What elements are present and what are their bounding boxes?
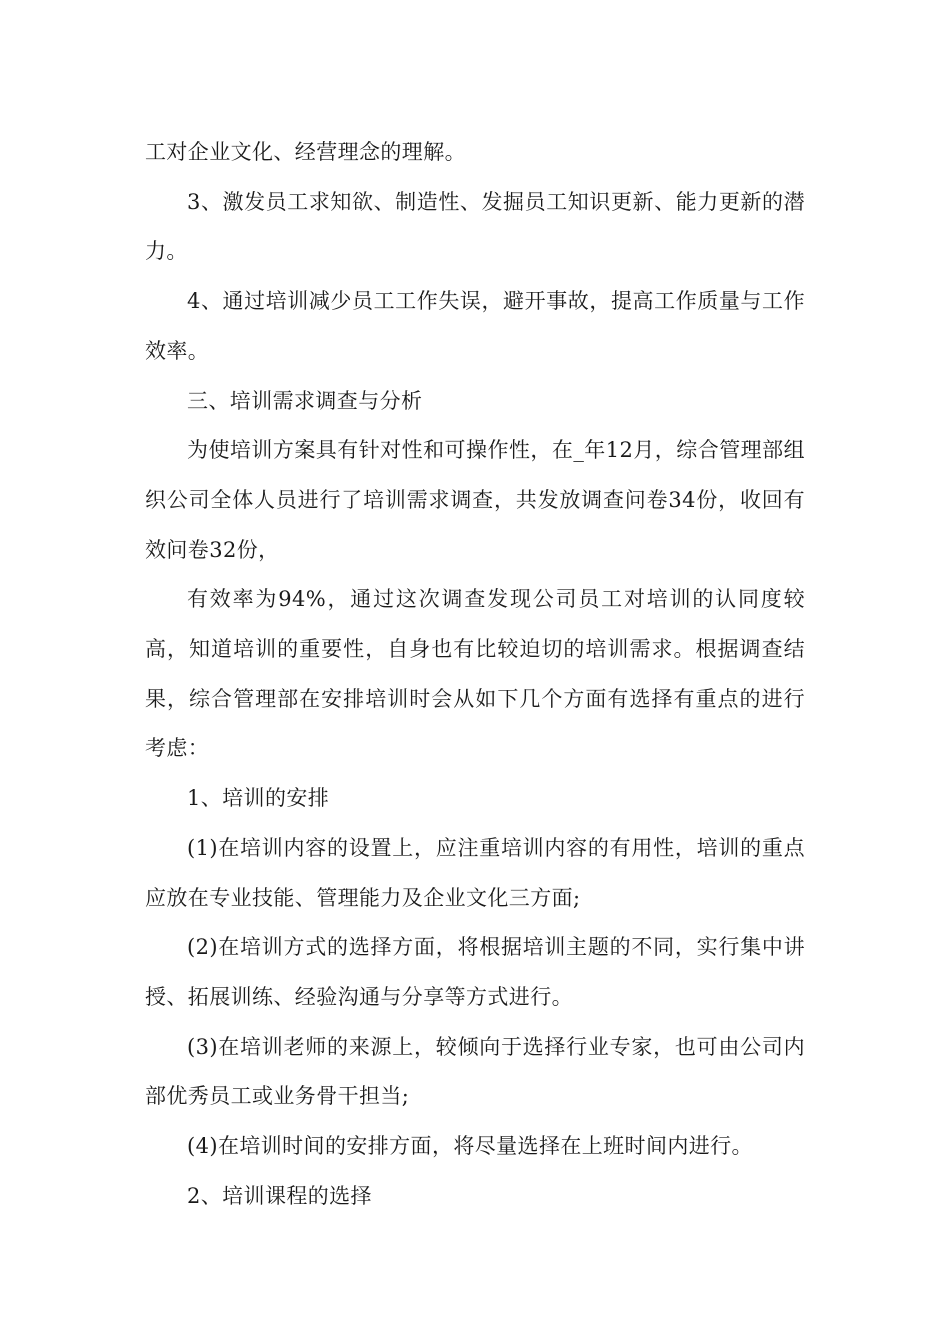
paragraph-survey-result: 有效率为94%，通过这次调查发现公司员工对培训的认同度较高，知道培训的重要性，自身也有比较迫切的培训需求。根据调查结果，综合管理部在安排培训时会从如下几个方面有选择有重点的进行考虑： <box>145 587 805 761</box>
document-body <box>145 128 805 1221</box>
paragraph-item-time: (4)在培训时间的安排方面，将尽量选择在上班时间内进行。 <box>187 1134 753 1159</box>
paragraph-item-4: 4、通过培训减少员工工作失误，避开事故，提高工作质量与工作效率。 <box>145 289 805 363</box>
paragraph-item-teacher: (3)在培训老师的来源上，较倾向于选择行业专家，也可由公司内部优秀员工或业务骨干担当; <box>145 1034 805 1109</box>
paragraph-survey: 为使培训方案具有针对性和可操作性，在_年12月，综合管理部组织公司全体人员进行了培训需求调查，共发放调查问卷34份，收回有效问卷32份， <box>145 438 805 562</box>
paragraph-item-method: (2)在培训方式的选择方面，将根据培训主题的不同，实行集中讲授、拓展训练、经验沟通与分享等方式进行。 <box>145 935 805 1009</box>
section-heading: 三、培训需求调查与分析 <box>187 388 423 413</box>
subheading-training-arrangement: 1、培训的安排 <box>187 786 330 811</box>
paragraph-item-3: 3、激发员工求知欲、制造性、发掘员工知识更新、能力更新的潜力。 <box>145 189 805 264</box>
paragraph-continuation: 工对企业文化、经营理念的理解。 <box>145 140 466 164</box>
subheading-course-selection: 2、培训课程的选择 <box>187 1183 372 1208</box>
paragraph-item-content: (1)在培训内容的设置上，应注重培训内容的有用性，培训的重点应放在专业技能、管理能力及企业文化三方面; <box>145 835 805 910</box>
